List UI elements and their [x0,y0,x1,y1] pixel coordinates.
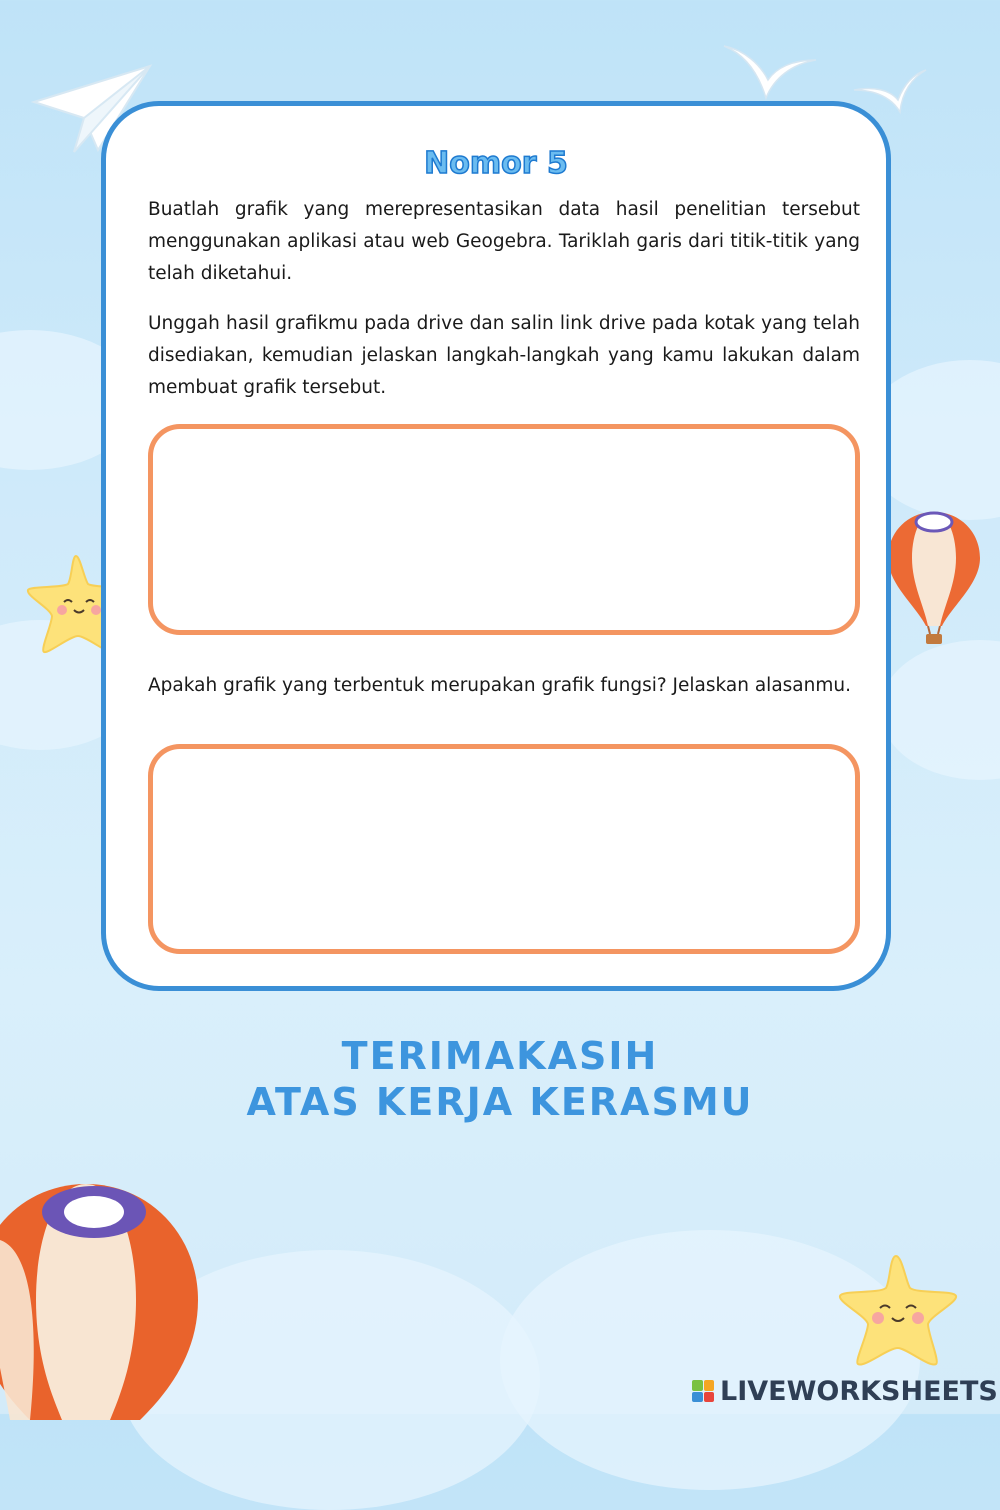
liveworksheets-brand[interactable] [692,1374,998,1408]
answer-box-drive-link[interactable] [148,424,860,635]
page-title: Nomor 5 [424,146,568,181]
cloud [880,640,1000,780]
instruction-paragraph: Buatlah grafik yang merepresentasikan data hasil penelitian tersebut menggunakan aplikasi atau web Geogebra. Tariklah garis dari titik-titik yang telah diketahui. [148,199,860,284]
hot-air-balloon-icon [0,1180,202,1414]
closing-line-2: ATAS KERJA KERASMU [246,1080,754,1124]
seagull-icon [722,42,818,104]
worksheet-card [101,101,891,991]
answer-box-explanation[interactable] [148,744,860,954]
liveworksheets-logo-icon [692,1380,714,1402]
instruction-paragraph: Unggah hasil grafikmu pada drive dan salin link drive pada kotak yang telah disediakan, kemudian jelaskan langkah-langkah yang kamu lakukan dalam membuat grafik tersebut. [148,313,860,398]
star-icon [836,1252,960,1370]
liveworksheets-text: LIVEWORKSHEETS [720,1375,998,1407]
hot-air-balloon-icon [886,510,982,646]
question-paragraph: Apakah grafik yang terbentuk merupakan grafik fungsi? Jelaskan alasanmu. [148,675,851,696]
closing-line-1: TERIMAKASIH [341,1034,659,1078]
